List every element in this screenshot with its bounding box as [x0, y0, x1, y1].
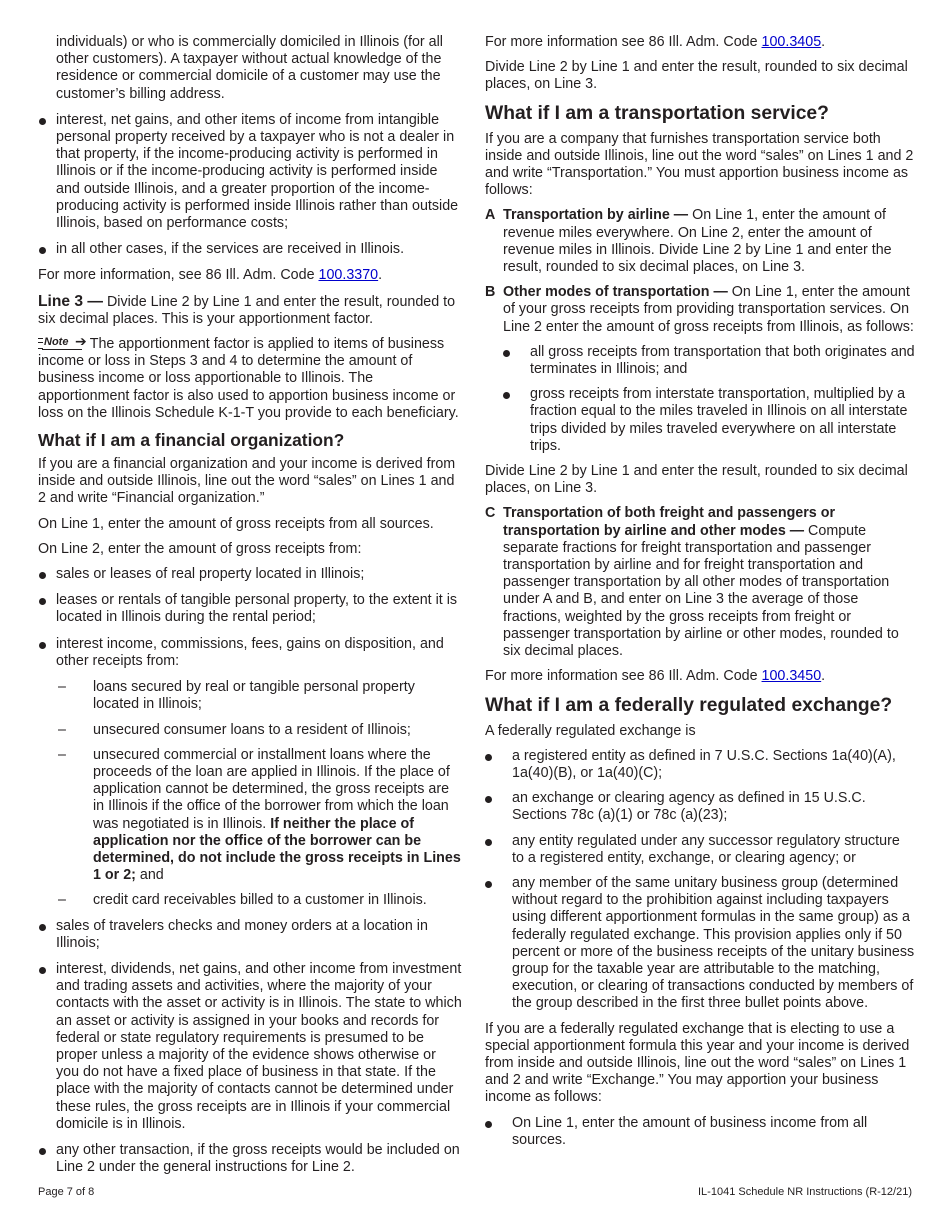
line-3-label: Line 3 — [38, 292, 103, 310]
dash-item: – unsecured consumer loans to a resident of Illinois; [56, 722, 462, 739]
list-item: gross receipts from interstate transportation, multiplied by a fraction equal to the miles traveled in Illinois on all interstate trips divided by miles traveled everywhere on all interstate trips. [503, 386, 915, 455]
more-info-line [485, 34, 915, 51]
transportation-bullet-list [503, 344, 915, 455]
note-icon-label: Note [44, 336, 69, 349]
line-2-instruction: On Line 2, enter the amount of gross receipts from: [38, 540, 362, 557]
list-item: interest, dividends, net gains, and other income from investment and trading assets and activities, where the majority of your contacts with the asset or activity is in Illinois. The state to which an asset or activity is assigned in your books and records for federal or state regulatory requirements is presumed to be proper unless a majority of the evidence shows otherwise or you do not have a fixed place of business in that state. If the place with the majority of contacts cannot be determined under these rules, the gross receipts are in Illinois if your commercial domicile is in Illinois. [38, 961, 462, 1133]
item-b-title: Other modes of transportation — [503, 284, 728, 301]
list-item-text: interest income, commissions, fees, gains on disposition, and other receipts from: [56, 635, 444, 669]
dash-item: – credit card receivables billed to a customer in Illinois. [56, 892, 462, 909]
list-item: sales or leases of real property located in Illinois; [38, 566, 462, 583]
dash-item-text: unsecured commercial or installment loans where the proceeds of the loan are applied in Illinois. If the place of application cannot be determined, the gross receipts are in Illinois if the office of the borrower from which the loan was negotiated is in Illinois. [93, 746, 450, 832]
list-item: leases or rentals of tangible personal property, to the extent it is located in Illinois during the rental period; [38, 592, 462, 626]
code-link-100-3370[interactable]: 100.3370 [318, 267, 379, 284]
exchange-apportion-list [485, 1115, 915, 1149]
transportation-intro: If you are a company that furnishes transportation service both inside and outside Illinois, line out the word “sales” on Lines 1 and 2 and write “Transportation.” You must apportion business income as follows: [485, 130, 914, 199]
line-3-paragraph [38, 293, 462, 328]
item-a-text: On Line 1, enter the amount of revenue miles everywhere. On Line 2, enter the amount of revenue miles in Illinois. Divide Line 2 by Line 1 and enter the result, rounded to six decimal places, on Line 3. [503, 207, 892, 276]
exchange-election-paragraph: If you are a federally regulated exchange that is electing to use a special apportionment formula this year and your income is derived from inside and outside Illinois, line out the word “sales” on Lines 1 and 2 and write “Exchange.” You may apportion your business income as follows: [485, 1020, 910, 1106]
list-item: a registered entity as defined in 7 U.S.C. Sections 1a(40)(A), 1a(40)(B), or 1a(40)(C); [485, 748, 915, 782]
list-item: in all other cases, if the services are received in Illinois. [38, 241, 462, 258]
loan-dash-list [56, 679, 462, 909]
note-text: The apportionment factor is applied to items of business income or loss in Steps 3 and 4 to determine the amount of business income or loss apportionable to Illinois. The apportionment factor is also used to apportion business income or loss on the Illinois Schedule K-1-T you provide to each beneficiary. [38, 336, 459, 421]
list-item: an exchange or clearing agency as defined in 15 U.S.C. Sections 78c (a)(1) or 78c (a)(23); [485, 790, 915, 824]
more-info-suffix: . [378, 267, 383, 284]
gross-receipts-list [38, 566, 462, 670]
line-1-instruction: On Line 1, enter the amount of gross receipts from all sources. [38, 515, 434, 532]
list-item: On Line 1, enter the amount of business income from all sources. [485, 1115, 915, 1149]
item-letter: B [485, 284, 496, 301]
code-link-100-3405[interactable]: 100.3405 [761, 34, 822, 50]
more-info-suffix: . [821, 668, 826, 685]
form-identifier: IL-1041 Schedule NR Instructions (R-12/21) [698, 1186, 912, 1198]
list-item: interest, net gains, and other items of income from intangible personal property received by a taxpayer who is not a dealer in that property, if the income-producing activity is performed in Illinois or if the income-producing activity is performed inside and outside Illinois, and a greater proportion of the income-producing activity is performed inside Illinois rather than outside Illinois, based on performance costs; [38, 112, 462, 232]
dash-item [56, 747, 462, 885]
item-b-text: On Line 1, enter the amount of your gross receipts from providing transportation services. On Line 2 enter the amount of gross receipts from Illinois, as follows: [503, 284, 914, 335]
dash-item-tail: and [135, 867, 164, 884]
more-info-suffix: . [821, 34, 826, 50]
divide-instruction: Divide Line 2 by Line 1 and enter the result, rounded to six decimal places, on Line 3. [485, 59, 908, 93]
item-c-text: Compute separate fractions for freight transportation and passenger transportation by airline and for freight transportation and passenger transportation by all other modes of transportation under A and B, and enter on Line 3 the average of those fractions, weighted by the gross receipts from freight or passenger transportation by airline or other modes, rounded to six decimal places. [503, 522, 899, 660]
note-paragraph [38, 333, 462, 422]
exchange-definition-list [485, 748, 915, 1013]
dash-item-bold-text: If neither the place of application nor the office of the borrower can be determined, do not include the gross receipts in Lines 1 or 2; [93, 815, 461, 884]
note-icon: Note ➔ [38, 336, 86, 350]
more-info-line [485, 668, 915, 685]
continued-paragraph: individuals) or who is commercially domiciled in Illinois (for all other customers). A taxpayer without actual knowledge of the residence or commercial domicile of a customer may use the customer’s billing address. [56, 34, 443, 102]
code-link-100-3450[interactable]: 100.3450 [761, 668, 822, 685]
transportation-heading: What if I am a transportation service? [485, 102, 829, 124]
receipts-bullet-list [38, 112, 462, 259]
item-a-title: Transportation by airline — [503, 207, 689, 224]
more-info-line [38, 267, 462, 284]
divide-instruction: Divide Line 2 by Line 1 and enter the result, rounded to six decimal places, on Line 3. [485, 463, 908, 497]
more-info-text: For more information see 86 Ill. Adm. Code [485, 668, 762, 685]
item-letter: A [485, 207, 496, 224]
item-a [485, 207, 915, 276]
list-item: any member of the same unitary business group (determined without regard to the prohibition against including taxpayers using different apportionment formulas in the same group) as a federally regulated exchange. This provision applies only if 50 percent or more of the business receipts of the unitary business group for the taxable year are attributable to the matching, execution, or clearing of transactions conducted by members of the group described in the first three bullet points above. [485, 875, 915, 1013]
page-number: Page 7 of 8 [38, 1186, 95, 1198]
list-item: all gross receipts from transportation that both originates and terminates in Illinois; and [503, 344, 915, 378]
list-item [38, 636, 462, 670]
line-3-text: Divide Line 2 by Line 1 and enter the result, rounded to six decimal places. This is your apportionment factor. [38, 293, 456, 327]
list-item: any other transaction, if the gross receipts would be included on Line 2 under the general instructions for Line 2. [38, 1142, 462, 1176]
financial-organization-intro: If you are a financial organization and your income is derived from inside and outside Illinois, line out the word “sales” on Lines 1 and 2 and write “Financial organization.” [38, 456, 456, 507]
list-item: any entity regulated under any successor regulatory structure to a registered entity, exchange, or clearing agency; or [485, 833, 915, 867]
exchange-intro: A federally regulated exchange is [485, 722, 696, 739]
item-b [485, 284, 915, 336]
dash-item: – loans secured by real or tangible personal property located in Illinois; [56, 679, 462, 713]
right-column [485, 34, 915, 1157]
more-info-text: For more information see 86 Ill. Adm. Code [485, 34, 762, 50]
left-column [38, 34, 462, 1185]
financial-organization-heading: What if I am a financial organization? [38, 430, 345, 451]
more-info-text: For more information, see 86 Ill. Adm. Code [38, 267, 319, 284]
item-c [485, 505, 915, 660]
gross-receipts-list-continued [38, 918, 462, 1177]
exchange-heading: What if I am a federally regulated exchange? [485, 694, 893, 716]
item-letter: C [485, 505, 496, 522]
list-item: sales of travelers checks and money orders at a location in Illinois; [38, 918, 462, 952]
item-c-title: Transportation of both freight and passengers or transportation by airline and other modes — [503, 505, 836, 539]
